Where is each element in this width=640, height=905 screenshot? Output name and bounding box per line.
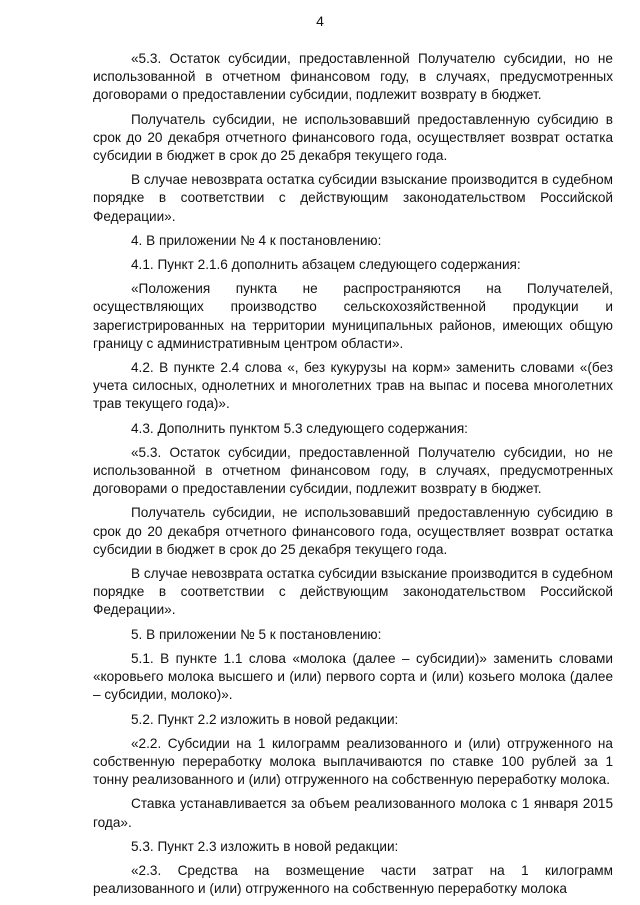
document-body xyxy=(93,50,613,904)
paragraph: 4.2. В пункте 2.4 слова «, без кукурузы на корм» заменить словами «(без учета силосных, однолетних и многолетних трав на выпас и посева многолетних трав текущего года)». xyxy=(93,360,613,412)
paragraph: 5. В приложении № 5 к постановлению: xyxy=(131,626,382,642)
paragraph: «Положения пункта не распространяются на Получателей, осуществляющих производство сельскохозяйственной продукции и зарегистрированных на территории муниципальных районов, имеющих общую границу с административным центром области». xyxy=(93,281,613,351)
paragraph: 5.3. Пункт 2.3 изложить в новой редакции: xyxy=(131,838,399,854)
paragraph: Получатель субсидии, не использовавший предоставленную субсидию в срок до 20 декабря отчетного финансового года, осуществляет возврат остатка субсидии в бюджет в срок до 25 декабря текущего года. xyxy=(93,505,613,557)
paragraph: В случае невозврата остатка субсидии взыскание производится в судебном порядке в соответствии с действующим законодательством Российской Федерации». xyxy=(93,566,613,618)
paragraph: В случае невозврата остатка субсидии взыскание производится в судебном порядке в соответствии с действующим законодательством Российской Федерации». xyxy=(93,172,613,224)
paragraph: 4.1. Пункт 2.1.6 дополнить абзацем следующего содержания: xyxy=(131,257,521,273)
paragraph: 5.1. В пункте 1.1 слова «молока (далее – субсидии)» заменить словами «коровьего молока высшего и (или) первого сорта и (или) козьего молока (далее – субсидии, молоко)». xyxy=(93,650,613,703)
paragraph: «2.2. Субсидии на 1 килограмм реализованного и (или) отгруженного на собственную переработку молока выплачиваются по ставке 100 рублей за 1 тонну реализованного и (или) отгруженного на собственную переработку молока. xyxy=(93,735,613,788)
paragraph: 4. В приложении № 4 к постановлению: xyxy=(131,232,382,248)
page-number: 4 xyxy=(316,13,324,29)
paragraph: 5.2. Пункт 2.2 изложить в новой редакции: xyxy=(131,711,399,727)
paragraph: Получатель субсидии, не использовавший предоставленную субсидию в срок до 20 декабря отчетного финансового года, осуществляет возврат остатка субсидии в бюджет в срок до 25 декабря текущего года. xyxy=(93,111,613,164)
paragraph: «5.3. Остаток субсидии, предоставленной Получателю субсидии, но не использованной в отчетном финансовом году, в случаях, предусмотренных договорами о предоставлении субсидии, подлежит возврату в бюджет. xyxy=(93,444,613,497)
paragraph: 4.3. Дополнить пунктом 5.3 следующего содержания: xyxy=(131,420,468,436)
paragraph: Ставка устанавливается за объем реализованного молока с 1 января 2015 года». xyxy=(93,796,613,830)
paragraph: «2.3. Средства на возмещение части затрат на 1 килограмм реализованного и (или) отгруженного на собственную переработку молока xyxy=(93,862,613,897)
paragraph: «5.3. Остаток субсидии, предоставленной Получателю субсидии, но не использованной в отчетном финансовом году, в случаях, предусмотренных договорами о предоставлении субсидии, подлежит возврату в бюджет. xyxy=(93,51,613,103)
